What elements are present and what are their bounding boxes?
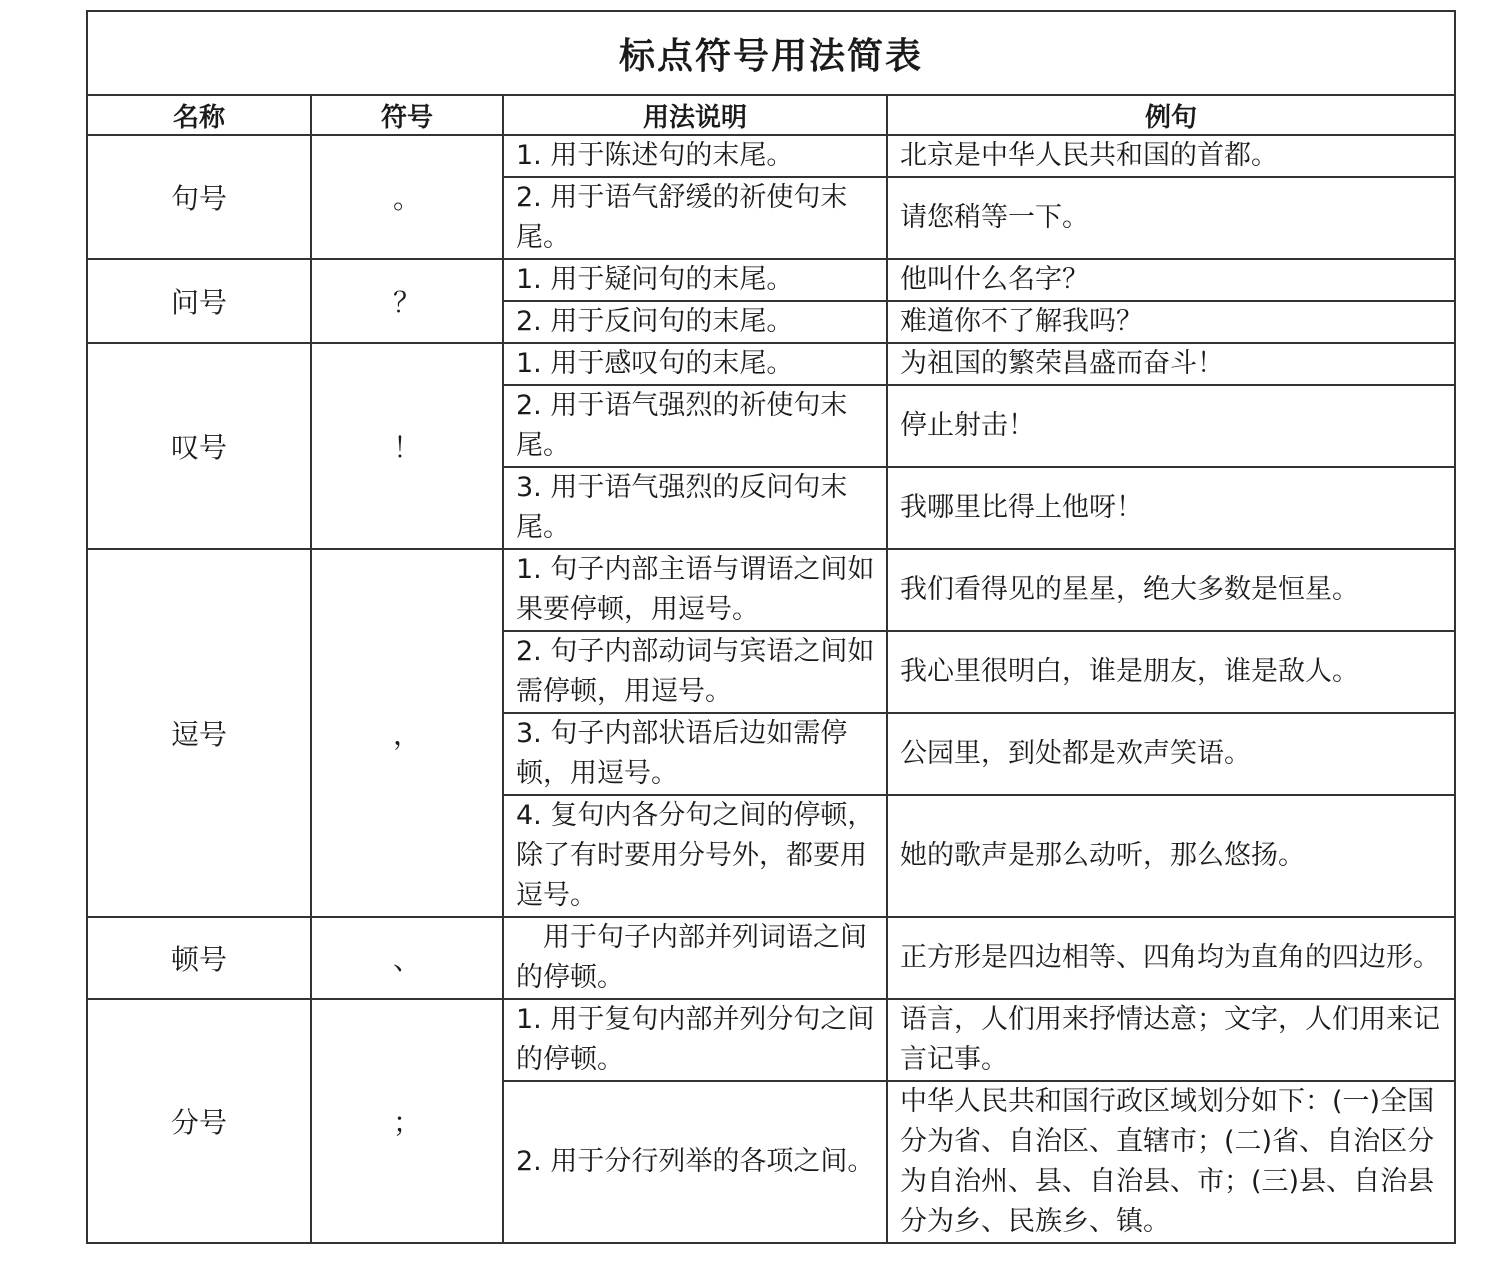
usage-cell: 3. 用于语气强烈的反问句末尾。	[503, 467, 887, 549]
example-cell: 我们看得见的星星，绝大多数是恒星。	[887, 549, 1455, 631]
symbol-cell: 、	[311, 917, 503, 999]
usage-cell: 1. 用于感叹句的末尾。	[503, 343, 887, 385]
name-cell: 顿号	[87, 917, 311, 999]
name-cell: 分号	[87, 999, 311, 1243]
usage-cell: 用于句子内部并列词语之间的停顿。	[503, 917, 887, 999]
usage-cell: 4. 复句内各分句之间的停顿，除了有时要用分号外，都要用逗号。	[503, 795, 887, 917]
example-cell: 正方形是四边相等、四角均为直角的四边形。	[887, 917, 1455, 999]
table-row	[87, 135, 1455, 177]
usage-cell: 2. 用于反问句的末尾。	[503, 301, 887, 343]
example-cell: 他叫什么名字？	[887, 259, 1455, 301]
table-row	[87, 343, 1455, 385]
symbol-cell: ；	[311, 999, 503, 1243]
example-cell: 语言，人们用来抒情达意；文字，人们用来记言记事。	[887, 999, 1455, 1081]
usage-cell: 2. 用于语气舒缓的祈使句末尾。	[503, 177, 887, 259]
usage-cell: 3. 句子内部状语后边如需停顿，用逗号。	[503, 713, 887, 795]
header-symbol: 符号	[311, 95, 503, 135]
example-cell: 中华人民共和国行政区域划分如下：(一)全国分为省、自治区、直辖市；(二)省、自治区分为自治州、县、自治县、市；(三)县、自治县分为乡、民族乡、镇。	[887, 1081, 1455, 1243]
punctuation-table	[86, 10, 1456, 1244]
usage-cell: 1. 用于疑问句的末尾。	[503, 259, 887, 301]
header-name: 名称	[87, 95, 311, 135]
header-example: 例句	[887, 95, 1455, 135]
example-cell: 请您稍等一下。	[887, 177, 1455, 259]
example-cell: 她的歌声是那么动听，那么悠扬。	[887, 795, 1455, 917]
usage-cell: 1. 用于陈述句的末尾。	[503, 135, 887, 177]
symbol-cell: 。	[311, 135, 503, 259]
table-row	[87, 549, 1455, 631]
name-cell: 句号	[87, 135, 311, 259]
header-usage: 用法说明	[503, 95, 887, 135]
table-row	[87, 259, 1455, 301]
example-cell: 我哪里比得上他呀！	[887, 467, 1455, 549]
usage-cell: 1. 用于复句内部并列分句之间的停顿。	[503, 999, 887, 1081]
symbol-cell: ，	[311, 549, 503, 917]
example-cell: 我心里很明白，谁是朋友，谁是敌人。	[887, 631, 1455, 713]
punctuation-table-sheet	[86, 10, 1454, 1244]
example-cell: 难道你不了解我吗？	[887, 301, 1455, 343]
example-cell: 为祖国的繁荣昌盛而奋斗！	[887, 343, 1455, 385]
name-cell: 问号	[87, 259, 311, 343]
table-row	[87, 999, 1455, 1081]
example-cell: 公园里，到处都是欢声笑语。	[887, 713, 1455, 795]
example-cell: 北京是中华人民共和国的首都。	[887, 135, 1455, 177]
example-cell: 停止射击！	[887, 385, 1455, 467]
table-row	[87, 917, 1455, 999]
header-row	[87, 95, 1455, 135]
symbol-cell: ？	[311, 259, 503, 343]
usage-cell: 1. 句子内部主语与谓语之间如果要停顿，用逗号。	[503, 549, 887, 631]
symbol-cell: ！	[311, 343, 503, 549]
name-cell: 逗号	[87, 549, 311, 917]
name-cell: 叹号	[87, 343, 311, 549]
usage-cell: 2. 用于分行列举的各项之间。	[503, 1081, 887, 1243]
usage-cell: 2. 用于语气强烈的祈使句末尾。	[503, 385, 887, 467]
table-title: 标点符号用法简表	[87, 11, 1455, 95]
usage-cell: 2. 句子内部动词与宾语之间如需停顿，用逗号。	[503, 631, 887, 713]
